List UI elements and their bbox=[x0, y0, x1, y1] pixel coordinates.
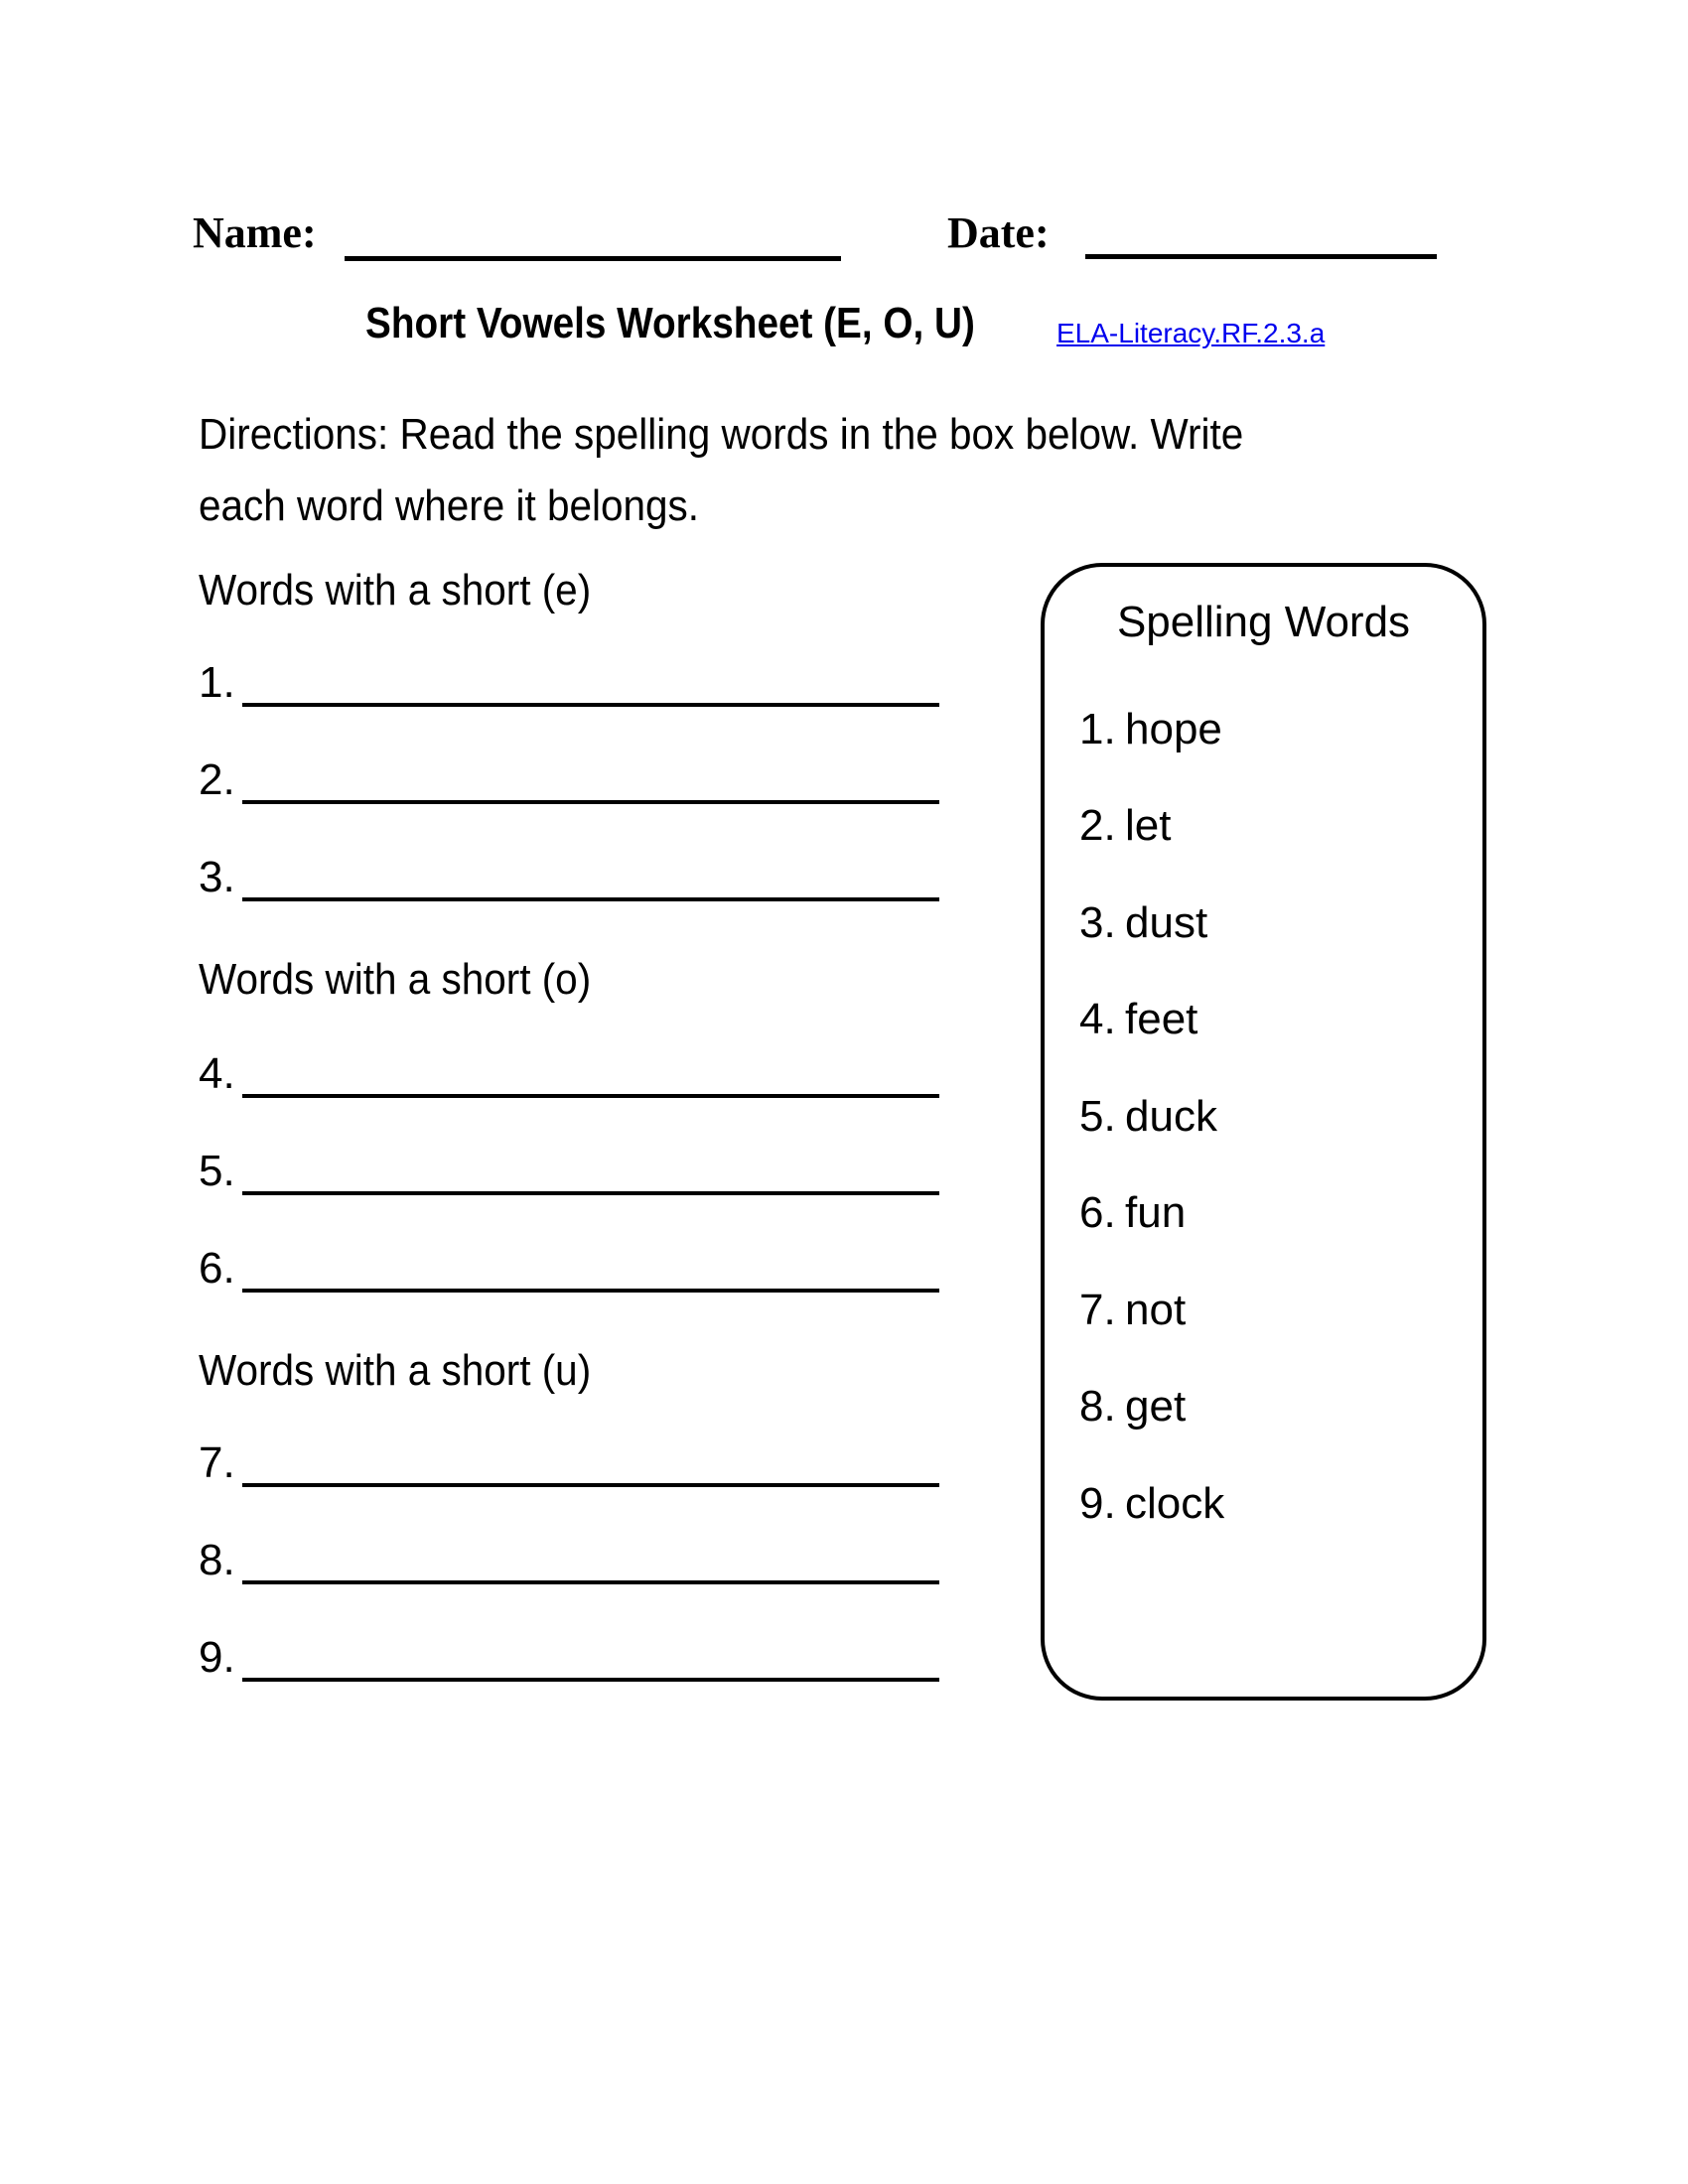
answer-number: 7. bbox=[199, 1438, 235, 1487]
word-number: 8. bbox=[1079, 1382, 1116, 1431]
word-number: 1. bbox=[1079, 705, 1116, 753]
answer-number: 1. bbox=[199, 658, 235, 707]
answer-number: 8. bbox=[199, 1536, 235, 1584]
answer-row-1 bbox=[199, 659, 939, 707]
word-text: get bbox=[1125, 1382, 1187, 1431]
page-title: Short Vowels Worksheet (E, O, U) bbox=[365, 299, 975, 347]
word-bank-item bbox=[1079, 1189, 1186, 1237]
section-header-short-u: Words with a short (u) bbox=[199, 1346, 592, 1395]
answer-row-7 bbox=[199, 1439, 939, 1487]
word-bank-item bbox=[1079, 1383, 1186, 1431]
word-number: 4. bbox=[1079, 995, 1116, 1043]
word-bank-item bbox=[1079, 996, 1197, 1043]
directions-line-1: Directions: Read the spelling words in the box below. Write bbox=[199, 410, 1244, 459]
answer-number: 3. bbox=[199, 853, 235, 901]
word-number: 3. bbox=[1079, 898, 1116, 947]
title-row bbox=[365, 300, 1058, 347]
word-text: not bbox=[1125, 1286, 1187, 1334]
word-text: hope bbox=[1125, 705, 1222, 753]
word-bank-item bbox=[1079, 706, 1222, 753]
directions-line-2: each word where it belongs. bbox=[199, 481, 700, 530]
word-number: 2. bbox=[1079, 801, 1116, 850]
answer-number: 5. bbox=[199, 1147, 235, 1195]
answer-row-5 bbox=[199, 1148, 939, 1195]
word-bank-box bbox=[1041, 563, 1486, 1701]
date-label: Date: bbox=[947, 208, 1050, 257]
section-header-short-e: Words with a short (e) bbox=[199, 566, 592, 614]
word-text: dust bbox=[1125, 898, 1208, 947]
answer-number: 4. bbox=[199, 1049, 235, 1098]
word-number: 7. bbox=[1079, 1286, 1116, 1334]
answer-blank-line bbox=[242, 655, 939, 707]
word-bank-title: Spelling Words bbox=[1116, 598, 1411, 646]
word-text: feet bbox=[1125, 995, 1198, 1043]
word-number: 6. bbox=[1079, 1188, 1116, 1237]
word-number: 5. bbox=[1079, 1092, 1116, 1141]
answer-row-8 bbox=[199, 1537, 939, 1584]
answer-row-9 bbox=[199, 1634, 939, 1682]
answer-blank-line bbox=[242, 1533, 939, 1584]
answer-number: 6. bbox=[199, 1244, 235, 1293]
word-text: duck bbox=[1125, 1092, 1217, 1141]
word-bank-item bbox=[1079, 1480, 1224, 1528]
answer-blank-line bbox=[242, 1630, 939, 1682]
word-bank-item bbox=[1079, 899, 1207, 947]
answer-blank-line bbox=[242, 1144, 939, 1195]
word-text: let bbox=[1125, 801, 1172, 850]
date-blank-line bbox=[1085, 208, 1437, 259]
answer-blank-line bbox=[242, 1046, 939, 1098]
word-bank-item bbox=[1079, 1287, 1186, 1334]
word-bank-item bbox=[1079, 1093, 1217, 1141]
section-header-short-o: Words with a short (o) bbox=[199, 955, 592, 1004]
word-text: clock bbox=[1125, 1479, 1225, 1528]
answer-row-4 bbox=[199, 1050, 939, 1098]
name-label: Name: bbox=[193, 208, 317, 257]
answer-blank-line bbox=[242, 1435, 939, 1487]
name-blank-line bbox=[345, 210, 841, 261]
answer-row-6 bbox=[199, 1245, 939, 1293]
answer-blank-line bbox=[242, 850, 939, 901]
answer-blank-line bbox=[242, 1241, 939, 1293]
answer-blank-line bbox=[242, 752, 939, 804]
ela-standard-link[interactable]: ELA-Literacy.RF.2.3.a bbox=[1056, 318, 1326, 348]
directions-text bbox=[199, 399, 1243, 542]
answer-number: 2. bbox=[199, 755, 235, 804]
answer-row-2 bbox=[199, 756, 939, 804]
word-bank-item bbox=[1079, 802, 1171, 850]
word-text: fun bbox=[1125, 1188, 1187, 1237]
word-number: 9. bbox=[1079, 1479, 1116, 1528]
answer-row-3 bbox=[199, 854, 939, 901]
answer-number: 9. bbox=[199, 1633, 235, 1682]
